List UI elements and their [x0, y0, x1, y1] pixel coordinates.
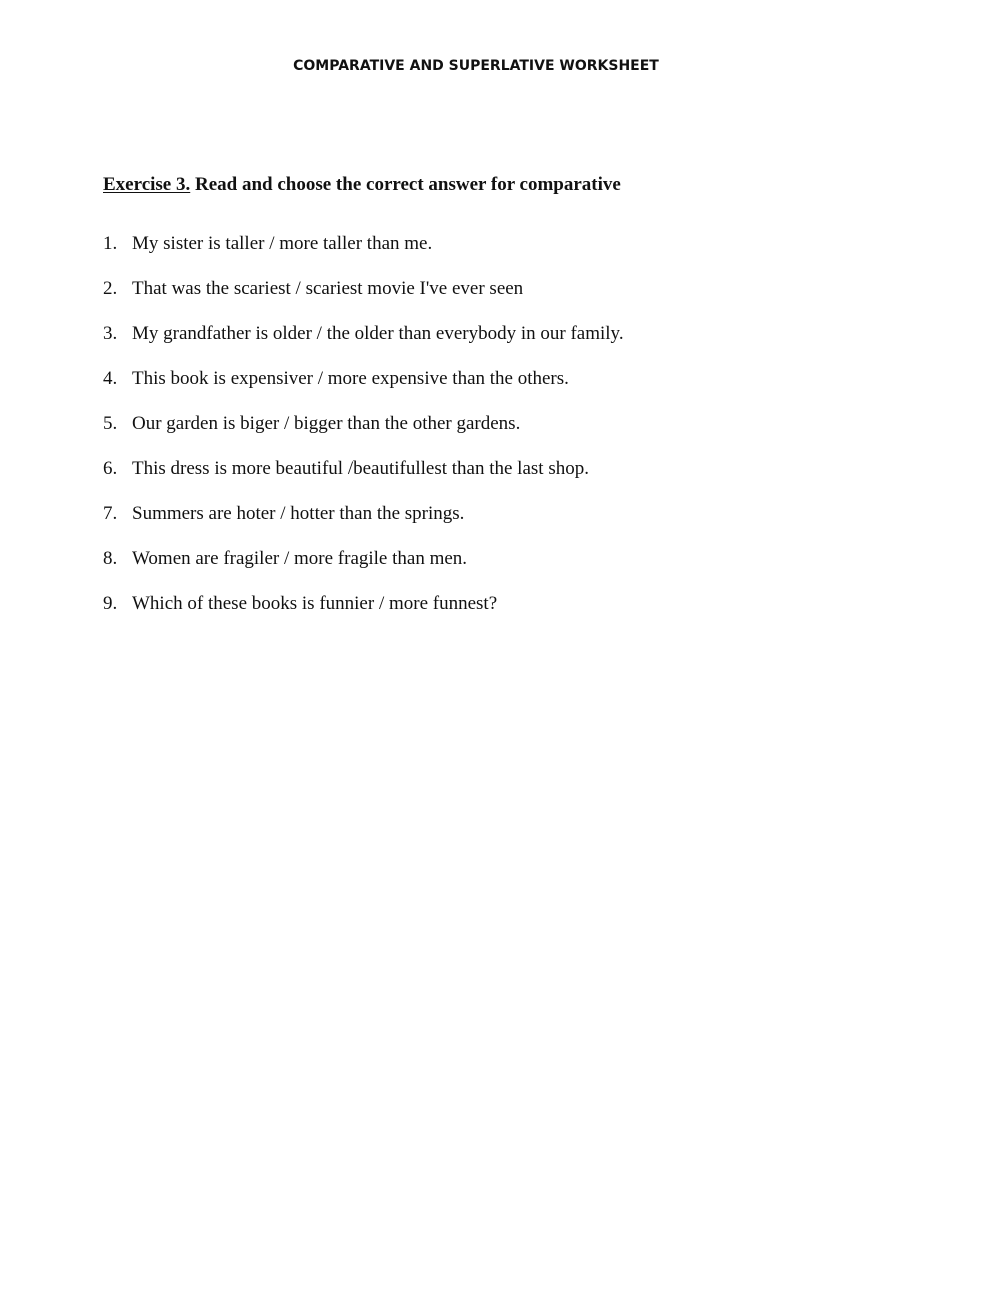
worksheet-title: COMPARATIVE AND SUPERLATIVE WORKSHEET [293, 58, 659, 74]
question-text: This book is expensiver / more expensive than the others. [132, 368, 569, 389]
question-number: 7. [103, 503, 118, 524]
question-number: 5. [103, 413, 118, 434]
question-number: 8. [103, 548, 118, 569]
question-item [103, 412, 624, 457]
question-item [103, 547, 624, 592]
exercise-label: Exercise 3. [103, 174, 191, 195]
question-text: That was the scariest / scariest movie I've ever seen [132, 278, 524, 299]
exercise-heading [103, 174, 621, 196]
question-text: Which of these books is funnier / more funnest? [132, 593, 498, 614]
question-item [103, 232, 624, 277]
question-text: My sister is taller / more taller than me. [132, 233, 433, 254]
question-text: Summers are hoter / hotter than the springs. [132, 503, 465, 524]
question-item [103, 277, 624, 322]
question-text: My grandfather is older / the older than everybody in our family. [132, 323, 624, 344]
question-number: 3. [103, 323, 118, 344]
question-item [103, 367, 624, 412]
question-item [103, 502, 624, 547]
exercise-question-list [103, 232, 624, 637]
question-number: 4. [103, 368, 118, 389]
question-text: Women are fragiler / more fragile than men. [132, 548, 468, 569]
question-item [103, 457, 624, 502]
question-text: This dress is more beautiful /beautifullest than the last shop. [132, 458, 589, 479]
question-text: Our garden is biger / bigger than the other gardens. [132, 413, 521, 434]
exercise-instruction: Read and choose the correct answer for comparative [190, 174, 621, 195]
question-number: 6. [103, 458, 118, 479]
question-number: 1. [103, 233, 118, 254]
question-item [103, 592, 624, 637]
question-number: 9. [103, 593, 118, 614]
question-number: 2. [103, 278, 118, 299]
question-item [103, 322, 624, 367]
